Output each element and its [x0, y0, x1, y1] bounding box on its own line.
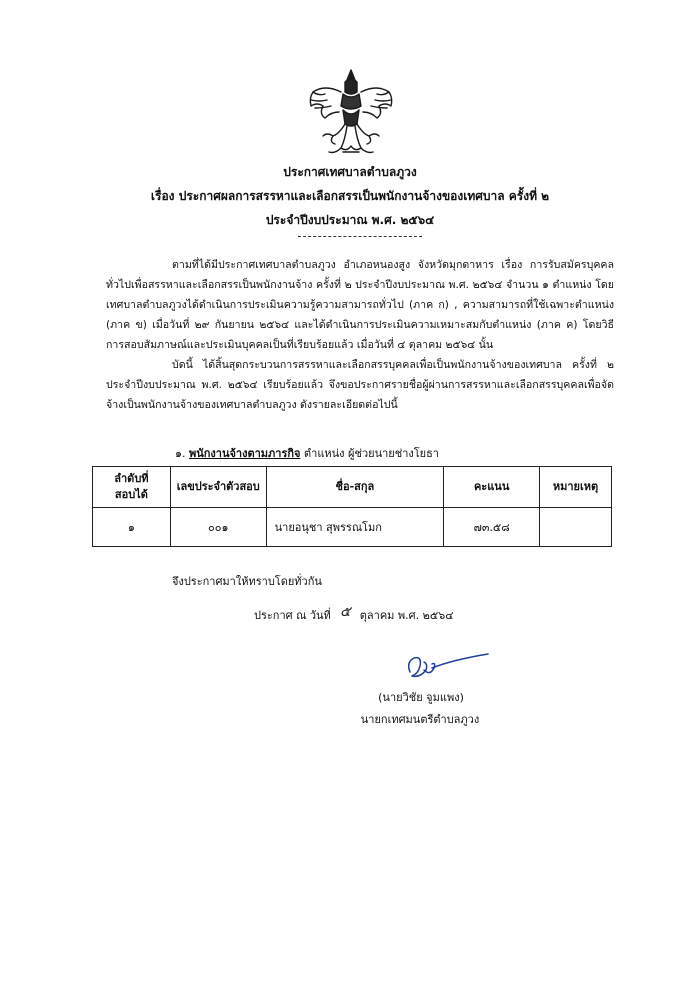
paragraph-result-text: บัดนี้ ได้สิ้นสุดกระบวนการสรรหาและเลือกสรรบุคคลเพื่อเป็นพนักงานจ้างของเทศบาล ครั้งที่ ๒ ประจำปีงบประมาณ พ.ศ. ๒๕๖๔ เรียบร้อยแล้ว จึงขอประกาศรายชื่อผู้ผ่านการสรรหาและเลือกสรรบุคคลเพื่อจัดจ้างเป็นพนักงานจ้างของเทศบาลตำบลภูวง ดังรายละเอียดต่อไปนี้ — [106, 359, 614, 411]
announcement-subject: เรื่อง ประกาศผลการสรรหาและเลือกสรรเป็นพนักงานจ้างของเทศบาล ครั้งที่ ๒ — [150, 189, 550, 203]
paragraph-background — [106, 255, 614, 355]
col-header-name: ชื่อ-สกุล — [266, 467, 444, 508]
section-heading — [175, 446, 439, 462]
signatory-title: นายกเทศมนตรีตำบลภูวง — [360, 713, 480, 726]
table-header-row — [93, 467, 612, 508]
col-header-rank-line1: ลำดับที่ — [114, 472, 149, 485]
date-day: ๕ — [339, 604, 351, 620]
announcement-issuer: ประกาศเทศบาลตำบลภูวง — [283, 165, 417, 179]
date-month-year: ตุลาคม พ.ศ. ๒๕๖๔ — [359, 609, 454, 622]
cell-remark — [540, 508, 612, 547]
section-position: ตำแหน่ง ผู้ช่วยนายช่างโยธา — [304, 447, 439, 460]
table-row — [93, 508, 612, 547]
cell-exam-id: ๐๐๑ — [170, 508, 266, 547]
col-header-exam-id: เลขประจำตัวสอบ — [170, 467, 266, 508]
results-table — [92, 466, 612, 547]
section-number: ๑. — [175, 447, 186, 460]
paragraph-background-text: ตามที่ได้มีประกาศเทศบาลตำบลภูวง อำเภอหนองสูง จังหวัดมุกดาหาร เรื่อง การรับสมัครบุคคลทั่วไปเพื่อสรรหาและเลือกสรรเป็นพนักงานจ้าง ครั้งที่ ๒ ประจำปีงบประมาณ พ.ศ. ๒๕๖๔ จำนวน ๑ ตำแหน่ง โดยเทศบาลตำบลภูวงได้ดำเนินการประเมินความรู้ความสามารถทั่วไป (ภาค ก) , ความสามารถที่ใช้เฉพาะตำแหน่ง (ภาค ข) เมื่อวันที่ ๒๙ กันยายน ๒๕๖๔ และได้ดำเนินการประเมินความเหมาะสมกับตำแหน่ง (ภาค ค) โดยวิธีการสอบสัมภาษณ์และประเมินบุคคลเป็นที่เรียบร้อยแล้ว เมื่อวันที่ ๔ ตุลาคม ๒๕๖๔ นั้น — [106, 259, 614, 351]
cell-name: นายอนุชา สุพรรณโมก — [266, 508, 444, 547]
col-header-remark: หมายเหตุ — [540, 467, 612, 508]
section-title: พนักงานจ้างตามภารกิจ — [188, 447, 301, 460]
announcement-fiscal-year: ประจำปีงบประมาณ พ.ศ. ๒๕๖๔ — [265, 213, 435, 227]
date-prefix: ประกาศ ณ วันที่ — [254, 609, 331, 622]
col-header-rank — [93, 467, 171, 508]
closing-statement: จึงประกาศมาให้ทราบโดยทั่วกัน — [172, 575, 322, 588]
cell-score: ๗๓.๕๘ — [444, 508, 540, 547]
signatory-name: (นายวิชัย จูมแพง) — [378, 691, 464, 704]
paragraph-result — [106, 355, 614, 415]
header-separator — [298, 236, 422, 237]
garuda-emblem-icon — [305, 62, 397, 160]
cell-rank: ๑ — [93, 508, 171, 547]
handwritten-signature — [402, 650, 492, 684]
col-header-score: คะแนน — [444, 467, 540, 508]
col-header-rank-line2: สอบได้ — [114, 488, 148, 501]
announcement-date — [254, 604, 454, 624]
